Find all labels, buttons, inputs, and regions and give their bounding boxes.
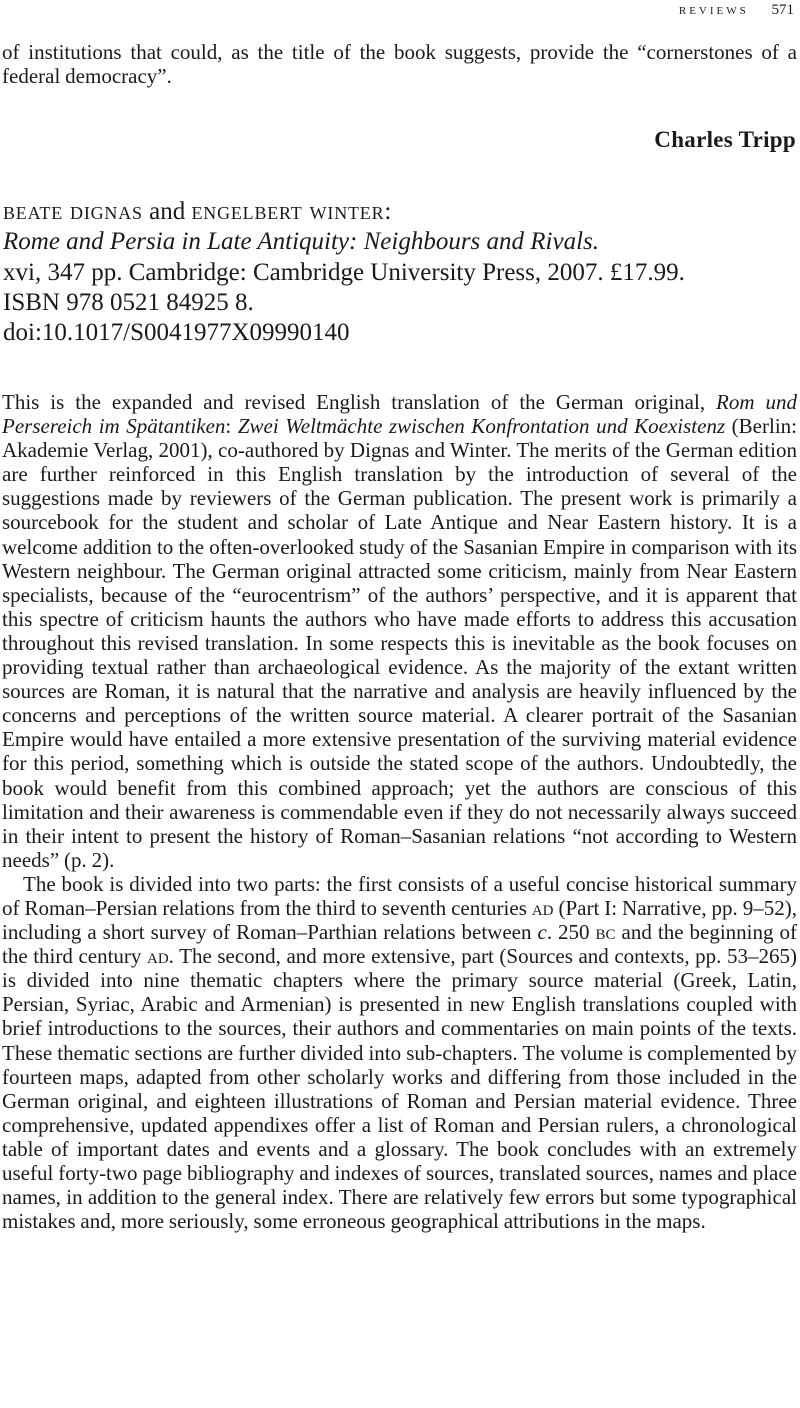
review-authors (3, 197, 798, 227)
author-conjunction: and (149, 198, 186, 225)
author-colon: : (384, 198, 392, 225)
running-head (679, 0, 794, 22)
era-ad: ad (147, 944, 169, 969)
review-body (2, 390, 797, 1233)
review-bibliographic-heading (3, 197, 798, 348)
review-paragraph-2 (2, 872, 797, 1233)
circa-abbrev: c (537, 920, 547, 945)
book-title: Rome and Persia in Late Antiquity: Neighbours and Rivals. (3, 228, 600, 256)
german-title-part-2: Zwei Weltmächte zwischen Konfrontation und Koexistenz (237, 414, 726, 439)
page-number: 571 (771, 2, 794, 18)
running-head-section: reviews (678, 2, 749, 18)
doi: doi:10.1017/S0041977X09990140 (3, 319, 350, 347)
paragraph-1-text-a: This is the expanded and revised English translation of the German original, (2, 390, 717, 414)
carryover-text: of institutions that could, as the title of the book suggests, provide the “cornerstones of a federal democracy”. (2, 40, 797, 89)
paragraph-1-text-b: (Berlin: Akademie Verlag, 2001), co-authored by Dignas and Winter. The merits of the German edition are further reinforced in this English translation by the introduction of several of the suggestions made by reviewers of the German publication. The present work is primarily a sourcebook for the student and scholar of Late Antique and Near Eastern history. It is a welcome addition to the often-overlooked study of the Sasanian Empire in comparison with its Western neighbour. The German original attracted some criticism, mainly from Near Eastern specialists, because of the “eurocentrism” of the authors’ perspective, and it is apparent that this spectre of criticism haunts the authors who have made efforts to address this accusation throughout this revised translation. In some respects this is inevitable as the book focuses on providing textual rather than archaeological evidence. As the majority of the extant written sources are Roman, it is natural that the narrative and analysis are heavily influenced by the concerns and perceptions of the written source material. A clearer portrait of the Sasanian Empire would have entailed a more extensive presentation of the surviving material evidence for this period, something which is outside the stated scope of the authors. Undoubtedly, the book would benefit from this combined approach; yet the authors are conscious of this limitation and their awareness is commendable even if they do not necessarily always succeed in their intent to present the history of Roman–Sasanian relations “not according to Western needs” (p. 2). (2, 414, 797, 872)
carryover-paragraph (2, 40, 797, 88)
paragraph-2-text-a: The book is divided into two parts: the first consists of a useful concise historical summary of Roman–Persian relations from the third to seventh centuries (2, 871, 797, 920)
german-title-part-1: Rom und Persereich im Spätantiken (2, 390, 797, 439)
era-ad: ad (531, 895, 554, 920)
paragraph-2-text-c: . 250 (546, 920, 596, 945)
era-bc: bc (595, 920, 616, 945)
author-1: beate dignas (3, 198, 143, 225)
publication-details: xvi, 347 pp. Cambridge: Cambridge University Press, 2007. £17.99. (3, 258, 685, 286)
isbn: ISBN 978 0521 84925 8. (3, 288, 254, 316)
german-title-colon: : (225, 414, 238, 439)
reviewer-signature: Charles Tripp (654, 127, 796, 152)
review-paragraph-1 (2, 390, 797, 872)
paragraph-2-text-e: . The second, and more extensive, part (Sources and contexts, pp. 53–265) is divided into nine thematic chapters where the primary source material (Greek, Latin, Persian, Syriac, Arabic and Armenian) is presented in new English translations coupled with brief introductions to the sources, their authors and commentaries on main points of the texts. These thematic sections are further divided into sub-chapters. The volume is complemented by fourteen maps, adapted from other scholarly works and differing from those included in the German original, and eighteen illustrations of Roman and Persian material evidence. Three comprehensive, updated appendixes offer a list of Roman and Persian rulers, a chronological table of important dates and events and a glossary. The book concludes with an extremely useful forty-two page bibliography and indexes of sources, translated sources, names and place names, in addition to the general index. There are relatively few errors but some typographical mistakes and, more seriously, some erroneous geographical attributions in the maps. (2, 944, 797, 1234)
paragraph-2-text-d: and the beginning of the third century (2, 920, 797, 969)
paragraph-2-text-b: (Part I: Narrative, pp. 9–52), including a short survey of Roman–Parthian relations between (2, 895, 797, 945)
author-2: engelbert winter (191, 198, 385, 225)
